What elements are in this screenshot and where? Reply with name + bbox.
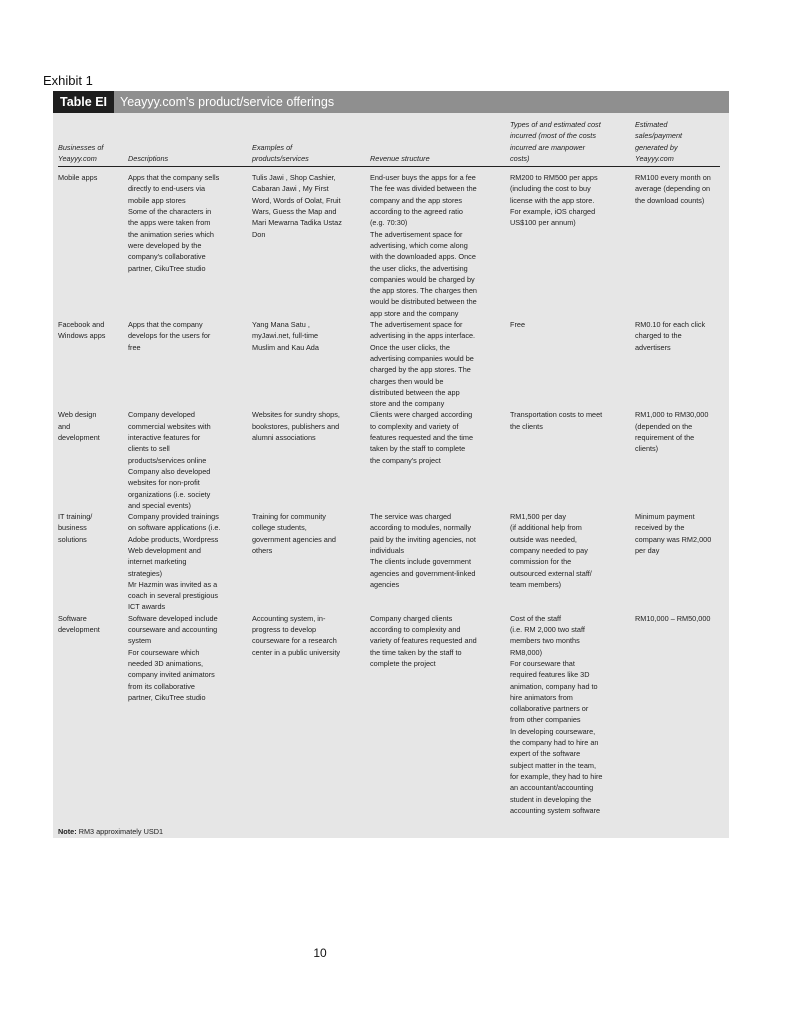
cell-line: expert of the software: [510, 749, 581, 759]
cell-line: the time taken by the staff to: [370, 647, 462, 657]
note-label: Note:: [58, 827, 77, 836]
cell-costs: [510, 319, 635, 409]
cell-line: according to the agreed ratio: [370, 207, 463, 217]
cell-line: Tulis Jawi , Shop Cashier,: [252, 173, 336, 183]
cell-line: clients): [635, 444, 659, 454]
cell-revenue: [370, 511, 510, 613]
cell-line: sales/payment: [635, 131, 683, 141]
cell-line: hire animators from: [510, 692, 573, 702]
cell-sales: [635, 613, 720, 816]
cell-line: generated by: [635, 142, 678, 152]
cell-business: [58, 319, 128, 409]
cell-line: the download counts): [635, 195, 705, 205]
cell-line: outsourced external staff/: [510, 568, 592, 578]
header-description: [128, 119, 252, 167]
cell-line: the company's project: [370, 455, 441, 465]
cell-line: The service was charged: [370, 512, 452, 522]
cell-business: [58, 511, 128, 613]
cell-line: development: [58, 433, 100, 443]
cell-line: company was RM2,000: [635, 534, 712, 544]
cell-line: Free: [510, 320, 526, 330]
cell-line: according to modules, normally: [370, 523, 471, 533]
cell-line: US$100 per annum): [510, 218, 576, 228]
cell-line: Cabaran Jawi , My First: [252, 184, 329, 194]
cell-line: partner, CikuTree studio: [128, 692, 206, 702]
cell-line: Minimum payment: [635, 512, 695, 522]
cell-line: average (depending on: [635, 184, 711, 194]
table-row: [58, 167, 720, 319]
cell-line: End-user buys the apps for a fee: [370, 173, 476, 183]
cell-line: Websites for sundry shops,: [252, 410, 340, 420]
cell-revenue: [370, 613, 510, 816]
cell-line: agencies: [370, 579, 400, 589]
cell-line: Mari Mewarna Tadika Ustaz: [252, 218, 342, 228]
cell-line: RM1,000 to RM30,000: [635, 410, 709, 420]
cell-line: Mr Hazmin was invited as a: [128, 579, 218, 589]
cell-business: [58, 409, 128, 511]
cell-line: products/services online: [128, 455, 207, 465]
cell-line: Company provided trainings: [128, 512, 219, 522]
cell-line: charged by the app stores. The: [370, 365, 471, 375]
cell-line: the apps were taken from: [128, 218, 211, 228]
cell-business: [58, 613, 128, 816]
cell-line: business: [58, 523, 87, 533]
cell-costs: [510, 511, 635, 613]
cell-line: Wars, Guess the Map and: [252, 207, 337, 217]
cell-line: per day: [635, 545, 660, 555]
cell-line: coach in several prestigious: [128, 591, 219, 601]
cell-line: (depended on the: [635, 421, 693, 431]
cell-line: and special events): [128, 500, 191, 510]
cell-line: others: [252, 545, 273, 555]
cell-line: the animation series which: [128, 229, 214, 239]
cell-line: Muslim and Kau Ada: [252, 342, 319, 352]
cell-line: system: [128, 636, 152, 646]
cell-line: alumni associations: [252, 433, 316, 443]
cell-line: Company also developed: [128, 466, 211, 476]
cell-line: the clients: [510, 421, 543, 431]
header-examples: [252, 119, 370, 167]
cell-line: Don: [252, 229, 266, 239]
cell-line: RM0.10 for each click: [635, 320, 706, 330]
cell-line: For courseware that: [510, 658, 575, 668]
cell-line: advertising, which come along: [370, 240, 468, 250]
cell-line: Word, Words of Oolat, Fruit: [252, 195, 341, 205]
cell-line: for example, they had to hire: [510, 771, 603, 781]
cell-line: Clients were charged according: [370, 410, 473, 420]
table-body: [58, 167, 720, 816]
cell-line: companies would be charged by: [370, 274, 475, 284]
cell-line: strategies): [128, 568, 163, 578]
cell-line: company invited animators: [128, 670, 215, 680]
cell-business: [58, 167, 128, 319]
cell-examples: [252, 613, 370, 816]
cell-line: mobile app stores: [128, 195, 186, 205]
header-business: [58, 119, 128, 167]
cell-line: Software: [58, 613, 87, 623]
cell-line: needed 3D animations,: [128, 658, 204, 668]
cell-line: commercial websites with: [128, 421, 211, 431]
cell-line: the user clicks, the advertising: [370, 263, 468, 273]
cell-line: directly to end-users via: [128, 184, 206, 194]
cell-line: The advertisement space for: [370, 229, 463, 239]
cell-sales: [635, 511, 720, 613]
cell-line: IT training/: [58, 512, 93, 522]
table-row: [58, 613, 720, 816]
cell-line: Apps that the company: [128, 320, 203, 330]
header-revenue: [370, 119, 510, 167]
cell-line: bookstores, publishers and: [252, 421, 340, 431]
cell-line: Types of and estimated cost: [510, 120, 601, 129]
cell-line: incurred (most of the costs: [510, 131, 596, 141]
cell-costs: [510, 167, 635, 319]
cell-description: [128, 409, 252, 511]
table-container: [58, 119, 720, 816]
cell-line: Businesses of: [58, 142, 104, 152]
cell-description: [128, 319, 252, 409]
cell-line: advertising companies would be: [370, 353, 474, 363]
cell-line: Yang Mana Satu ,: [252, 320, 310, 330]
cell-line: with the downloaded apps. Once: [370, 252, 476, 262]
cell-line: Training for community: [252, 512, 326, 522]
cell-line: required features like 3D: [510, 670, 590, 680]
cell-line: would be distributed between the: [370, 297, 477, 307]
cell-line: websites for non-profit: [128, 478, 200, 488]
cell-line: team members): [510, 579, 562, 589]
cell-line: the app stores. The charges then: [370, 286, 477, 296]
cell-examples: [252, 511, 370, 613]
cell-description: [128, 511, 252, 613]
cell-line: company needed to pay: [510, 545, 588, 555]
cell-line: organizations (i.e. society: [128, 489, 211, 499]
cell-line: RM8,000): [510, 647, 543, 657]
table-note: [58, 827, 163, 836]
cell-line: Cost of the staff: [510, 613, 561, 623]
cell-line: subject matter in the team,: [510, 760, 596, 770]
cell-line: were developed by the: [128, 240, 202, 250]
cell-line: Software developed include: [128, 613, 218, 623]
cell-line: government agencies and: [252, 534, 336, 544]
cell-line: clients to sell: [128, 444, 170, 454]
header-sales: [635, 119, 720, 167]
cell-line: partner, CikuTree studio: [128, 263, 206, 273]
cell-line: progress to develop: [252, 625, 317, 635]
cell-line: animation, company had to: [510, 681, 598, 691]
cell-line: from its collaborative: [128, 681, 195, 691]
table-title-banner: [53, 91, 729, 113]
cell-line: Web development and: [128, 545, 201, 555]
cell-line: college students,: [252, 523, 307, 533]
cell-line: paid by the inviting agencies, not: [370, 534, 476, 544]
page-number: 10: [313, 946, 327, 960]
cell-line: company and the app stores: [370, 195, 463, 205]
cell-line: charges then would be: [370, 376, 444, 386]
cell-line: commission for the: [510, 557, 572, 567]
cell-line: Yeayyy.com: [58, 153, 97, 163]
cell-line: incurred are manpower: [510, 142, 586, 152]
cell-line: For example, iOS charged: [510, 207, 596, 217]
cell-line: agencies and government-linked: [370, 568, 476, 578]
cell-line: RM100 every month on: [635, 173, 711, 183]
cell-line: products/services: [252, 153, 309, 163]
cell-line: free: [128, 342, 141, 352]
cell-line: Examples of: [252, 142, 293, 152]
cell-line: (e.g. 70:30): [370, 218, 408, 228]
cell-line: RM200 to RM500 per apps: [510, 173, 598, 183]
cell-line: charged to the: [635, 331, 682, 341]
cell-line: myJawi.net, full-time: [252, 331, 319, 341]
cell-line: app store and the company: [370, 308, 459, 318]
table-panel: [53, 113, 729, 838]
cell-line: Facebook and: [58, 320, 105, 330]
table-row: [58, 409, 720, 511]
cell-examples: [252, 319, 370, 409]
cell-line: collaborative partners or: [510, 704, 589, 714]
cell-line: RM10,000 – RM50,000: [635, 613, 711, 623]
cell-line: distributed between the app: [370, 387, 460, 397]
cell-revenue: [370, 167, 510, 319]
table-header-row: [58, 119, 720, 167]
cell-line: Yeayyy.com: [635, 153, 674, 163]
cell-line: RM1,500 per day: [510, 512, 566, 522]
cell-line: requirement of the: [635, 433, 695, 443]
cell-sales: [635, 167, 720, 319]
table-title: Yeayyy.com's product/service offerings: [120, 95, 335, 109]
cell-line: The clients include government: [370, 557, 471, 567]
cell-line: (i.e. RM 2,000 two staff: [510, 625, 585, 635]
cell-sales: [635, 409, 720, 511]
cell-line: courseware and accounting: [128, 625, 218, 635]
cell-line: courseware for a research: [252, 636, 337, 646]
cell-line: The fee was divided between the: [370, 184, 477, 194]
cell-examples: [252, 409, 370, 511]
cell-line: Transportation costs to meet: [510, 410, 603, 420]
cell-line: and: [58, 421, 71, 431]
cell-description: [128, 167, 252, 319]
cell-line: an accountant/accounting: [510, 783, 594, 793]
table-tag: Table EI: [53, 91, 114, 113]
cell-line: individuals: [370, 545, 405, 555]
cell-line: company's collaborative: [128, 252, 206, 262]
cell-line: ICT awards: [128, 602, 166, 612]
cell-line: Descriptions: [128, 153, 169, 163]
cell-costs: [510, 613, 635, 816]
cell-line: complete the project: [370, 658, 436, 668]
cell-line: Accounting system, in-: [252, 613, 326, 623]
cell-line: according to complexity and: [370, 625, 461, 635]
cell-line: accounting system software: [510, 805, 601, 815]
cell-line: internet marketing: [128, 557, 187, 567]
cell-sales: [635, 319, 720, 409]
cell-revenue: [370, 409, 510, 511]
cell-line: center in a public university: [252, 647, 341, 657]
cell-line: advertising in the apps interface.: [370, 331, 476, 341]
cell-line: Mobile apps: [58, 173, 98, 183]
cell-line: (if additional help from: [510, 523, 582, 533]
cell-line: (including the cost to buy: [510, 184, 591, 194]
cell-line: outside was needed,: [510, 534, 577, 544]
cell-examples: [252, 167, 370, 319]
table-row: [58, 319, 720, 409]
cell-line: Company charged clients: [370, 613, 453, 623]
cell-line: features requested and the time: [370, 433, 474, 443]
cell-line: received by the: [635, 523, 685, 533]
cell-line: Adobe products, Wordpress: [128, 534, 219, 544]
cell-costs: [510, 409, 635, 511]
cell-line: Apps that the company sells: [128, 173, 220, 183]
cell-line: For courseware which: [128, 647, 200, 657]
offerings-table: [58, 119, 720, 816]
cell-line: costs): [510, 153, 530, 163]
cell-line: Revenue structure: [370, 153, 430, 163]
cell-line: store and the company: [370, 399, 445, 409]
cell-line: The advertisement space for: [370, 320, 463, 330]
cell-line: interactive features for: [128, 433, 201, 443]
cell-line: variety of features requested and: [370, 636, 477, 646]
cell-line: In developing courseware,: [510, 726, 596, 736]
cell-line: Windows apps: [58, 331, 106, 341]
table-row: [58, 511, 720, 613]
cell-line: license with the app store.: [510, 195, 595, 205]
header-costs: [510, 119, 635, 167]
cell-line: to complexity and variety of: [370, 421, 459, 431]
cell-line: Estimated: [635, 120, 668, 129]
cell-line: develops for the users for: [128, 331, 211, 341]
cell-line: from other companies: [510, 715, 581, 725]
cell-line: Some of the characters in: [128, 207, 212, 217]
exhibit-label: Exhibit 1: [43, 73, 93, 88]
cell-line: student in developing the: [510, 794, 592, 804]
cell-line: solutions: [58, 534, 87, 544]
cell-line: Web design: [58, 410, 97, 420]
cell-description: [128, 613, 252, 816]
cell-line: on software applications (i.e.: [128, 523, 221, 533]
cell-revenue: [370, 319, 510, 409]
note-text: RM3 approximately USD1: [78, 827, 164, 836]
cell-line: development: [58, 625, 100, 635]
cell-line: Once the user clicks, the: [370, 342, 450, 352]
cell-line: the company had to hire an: [510, 738, 599, 748]
cell-line: taken by the staff to complete: [370, 444, 466, 454]
cell-line: members two months: [510, 636, 580, 646]
cell-line: Company developed: [128, 410, 195, 420]
cell-line: advertisers: [635, 342, 671, 352]
